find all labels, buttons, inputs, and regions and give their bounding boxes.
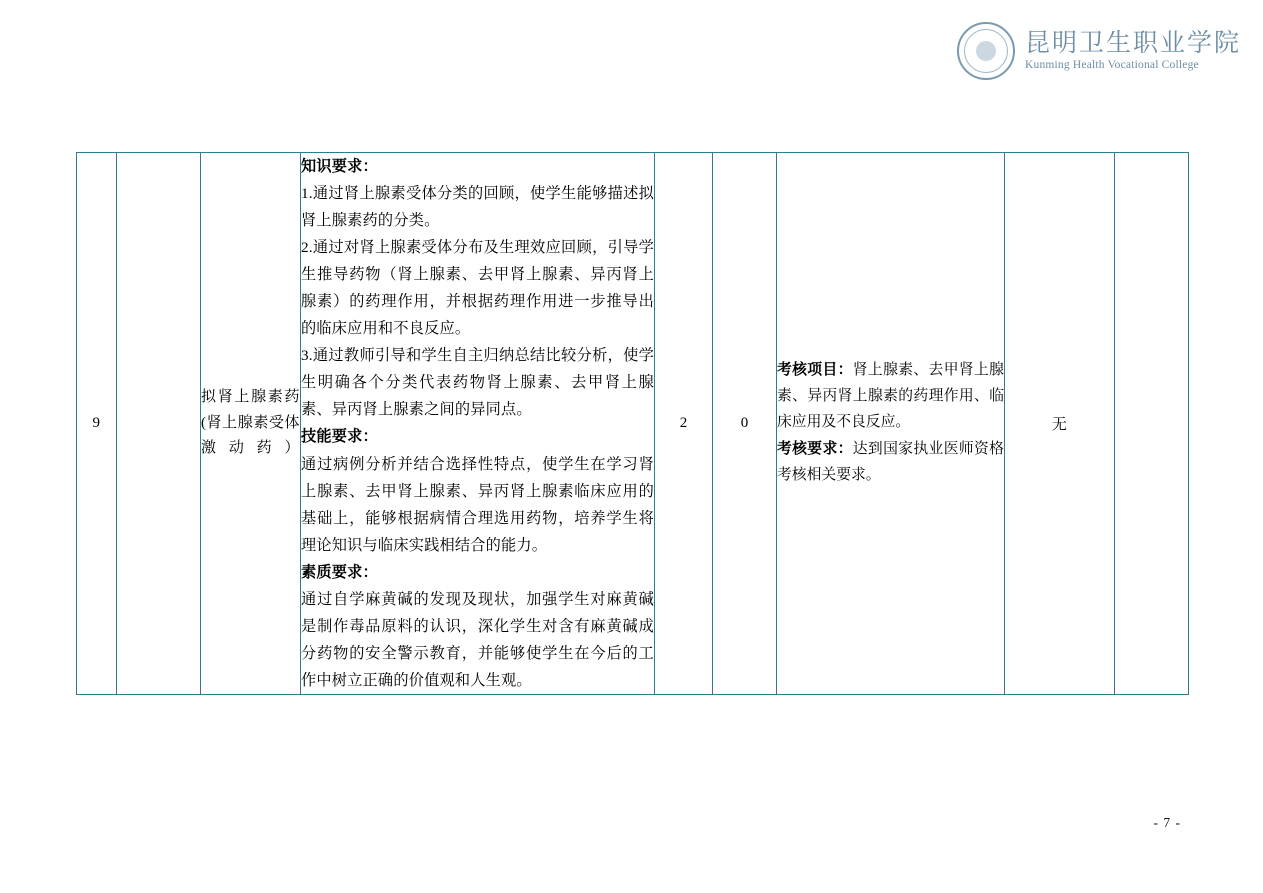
cell-topic: 拟肾上腺素药(肾上腺素受体激动药） [201,153,301,695]
requirement-knowledge-heading: 知识要求： [301,158,378,175]
page-number: - 7 - [1153,815,1181,830]
requirement-knowledge-2: 2.通过对肾上腺素受体分布及生理效应回顾，引导学生推导药物（肾上腺素、去甲肾上腺素、异丙肾上腺素）的药理作用，并根据药理作用进一步推导出的临床应用和不良反应。 [301,239,654,338]
requirement-skill-body: 通过病例分析并结合选择性特点，使学生在学习肾上腺素、去甲肾上腺素、异丙肾上腺素临床应用的基础上，能够根据病情合理选用药物，培养学生将理论知识与临床实践相结合的能力。 [301,455,654,554]
college-name-cn: 昆明卫生职业学院 [1024,29,1241,57]
cell-blank [117,153,201,695]
cell-theory-hours: 2 [655,153,713,695]
requirement-quality-body: 通过自学麻黄碱的发现及现状，加强学生对麻黄碱是制作毒品原料的认识，深化学生对含有麻黄碱成分药物的安全警示教育，并能够使学生在今后的工作中树立正确的价值观和人生观。 [301,590,654,689]
exam-requirement-text: 达到国家执业医师资格考核相关要求。 [777,441,1004,484]
cell-requirements [301,153,655,695]
college-name-en: Kunming Health Vocational College [1024,59,1199,72]
table [76,152,1189,695]
table-row [77,153,1189,695]
cell-note: 无 [1005,153,1115,695]
requirement-quality-heading: 素质要求： [301,563,378,581]
college-logo [957,22,1241,80]
requirement-knowledge-1: 1.通过肾上腺素受体分类的回顾，使学生能够描述拟肾上腺素药的分类。 [301,185,654,230]
exam-item [777,358,1004,436]
requirement-knowledge-3: 3.通过教师引导和学生自主归纳总结比较分析，使学生明确各个分类代表药物肾上腺素、去甲肾上腺素、异丙肾上腺素之间的异同点。 [301,347,654,419]
course-schedule-table [76,152,1188,695]
cell-examination [777,153,1005,695]
exam-requirement [777,437,1004,489]
college-logo-text [1025,30,1241,72]
cell-tail [1115,153,1189,695]
requirement-skill-heading: 技能要求： [301,428,378,446]
exam-item-label: 考核项目： [777,361,853,378]
cell-sequence-number: 9 [77,153,117,695]
exam-requirement-label: 考核要求： [777,441,853,458]
cell-practice-hours: 0 [713,153,777,695]
exam-item-text: 肾上腺素、去甲肾上腺素、异丙肾上腺素的药理作用、临床应用及不良反应。 [777,361,1004,430]
college-seal-icon [957,22,1015,80]
